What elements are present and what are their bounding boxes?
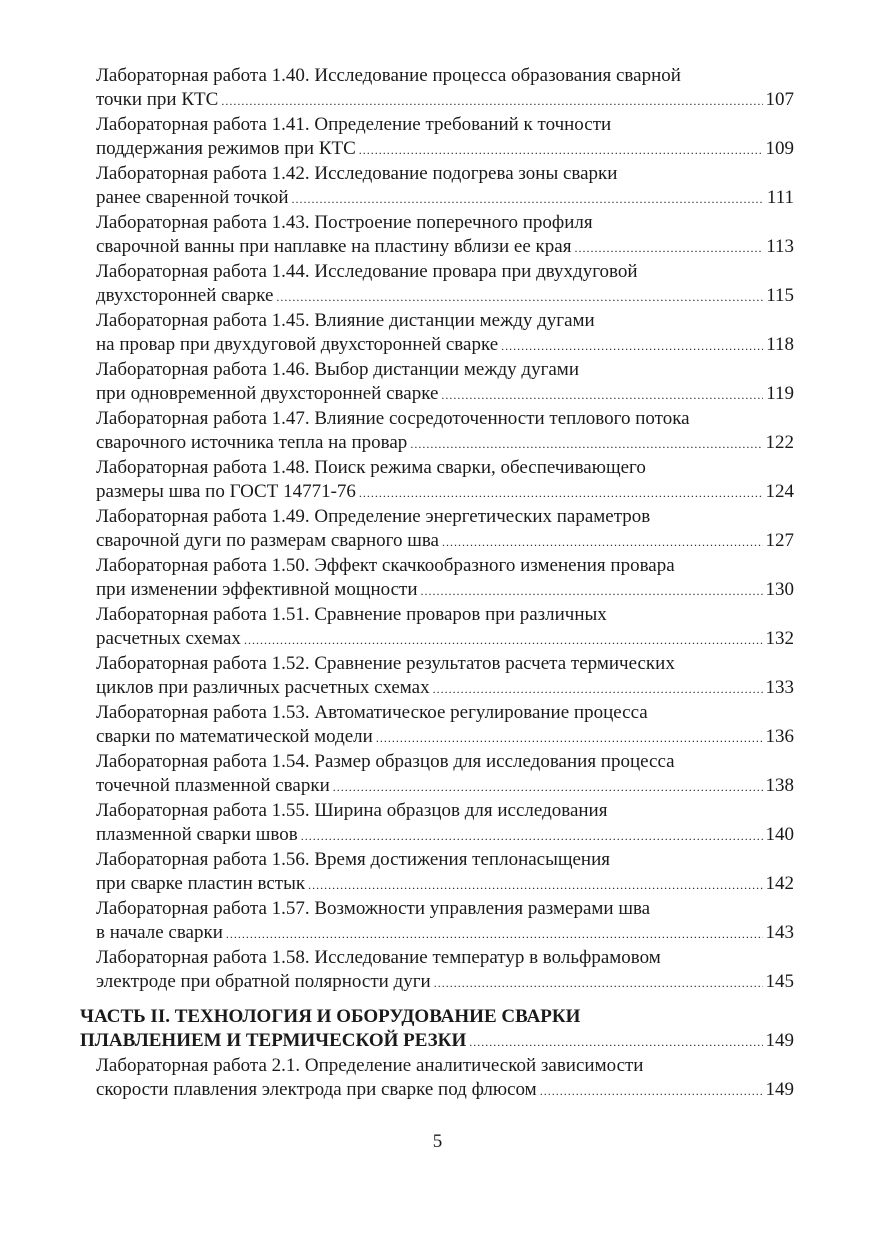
entry-title-line2: расчетных схемах bbox=[96, 628, 241, 649]
toc-entry bbox=[0, 799, 794, 848]
dot-leader bbox=[226, 921, 763, 946]
toc-entry bbox=[0, 652, 794, 701]
entry-title-line1: Лабораторная работа 1.50. Эффект скачкообразного изменения провара bbox=[96, 555, 675, 576]
dot-leader bbox=[441, 382, 763, 407]
toc-entry bbox=[0, 897, 794, 946]
entry-title-line2-row bbox=[96, 627, 794, 652]
page-ref: 145 bbox=[765, 971, 794, 992]
page-ref: 133 bbox=[765, 677, 794, 698]
entry-title-line2: электроде при обратной полярности дуги bbox=[96, 971, 431, 992]
entry-title-line1: Лабораторная работа 1.46. Выбор дистанции между дугами bbox=[96, 359, 579, 380]
page-ref: 122 bbox=[765, 432, 794, 453]
entry-title-line1: Лабораторная работа 1.47. Влияние сосредоточенности теплового потока bbox=[96, 408, 690, 429]
entry-title-line1: Лабораторная работа 1.56. Время достижения теплонасыщения bbox=[96, 849, 611, 870]
toc-entry bbox=[0, 1054, 794, 1103]
entry-title-line2-row bbox=[96, 137, 794, 162]
entry-title-line2-row bbox=[96, 88, 794, 113]
dot-leader bbox=[292, 186, 764, 211]
dot-leader bbox=[276, 284, 763, 309]
dot-leader bbox=[574, 235, 763, 260]
toc-entry bbox=[0, 407, 794, 456]
entry-title-line1: Лабораторная работа 2.1. Определение аналитической зависимости bbox=[96, 1055, 644, 1076]
toc-entry bbox=[0, 946, 794, 995]
toc-entry bbox=[0, 260, 794, 309]
entry-title-line2-row bbox=[96, 1078, 794, 1103]
entry-title-line2: в начале сварки bbox=[96, 922, 223, 943]
dot-leader bbox=[244, 627, 763, 652]
dot-leader bbox=[359, 137, 763, 162]
entry-title-line1: Лабораторная работа 1.51. Сравнение проваров при различных bbox=[96, 604, 607, 625]
toc-entry bbox=[0, 64, 794, 113]
entry-title-line2: плазменной сварки швов bbox=[96, 824, 298, 845]
entry-title-line2-row bbox=[96, 333, 794, 358]
dot-leader bbox=[421, 578, 763, 603]
entry-title-line1: Лабораторная работа 1.49. Определение энергетических параметров bbox=[96, 506, 651, 527]
page-ref: 149 bbox=[765, 1079, 794, 1100]
dot-leader bbox=[501, 333, 763, 358]
page-ref: 142 bbox=[765, 873, 794, 894]
toc-entry bbox=[0, 211, 794, 260]
page-ref: 149 bbox=[765, 1030, 794, 1051]
entry-title-line1: Лабораторная работа 1.52. Сравнение результатов расчета термических bbox=[96, 653, 675, 674]
entry-title-line1: Лабораторная работа 1.57. Возможности управления размерами шва bbox=[96, 898, 651, 919]
page-ref: 109 bbox=[765, 138, 794, 159]
dot-leader bbox=[301, 823, 763, 848]
entry-title-line2: ранее сваренной точкой bbox=[96, 187, 289, 208]
entry-title-line1: Лабораторная работа 1.58. Исследование температур в вольфрамовом bbox=[96, 947, 661, 968]
page-ref: 119 bbox=[766, 383, 794, 404]
toc-entry bbox=[0, 848, 794, 897]
entry-title-line2-row bbox=[96, 725, 794, 750]
table-of-contents bbox=[0, 64, 875, 1103]
entry-title-line1: Лабораторная работа 1.55. Ширина образцов для исследования bbox=[96, 800, 608, 821]
entry-title-line2-row bbox=[96, 431, 794, 456]
page-ref: 113 bbox=[766, 236, 794, 257]
dot-leader bbox=[540, 1078, 763, 1103]
entry-title-line2: двухсторонней сварке bbox=[96, 285, 274, 306]
entry-title-line1: Лабораторная работа 1.48. Поиск режима сварки, обеспечивающего bbox=[96, 457, 646, 478]
entry-title-line1: Лабораторная работа 1.44. Исследование провара при двухдуговой bbox=[96, 261, 638, 282]
entry-title-line1: Лабораторная работа 1.45. Влияние дистанции между дугами bbox=[96, 310, 595, 331]
entry-title-line2: при одновременной двухсторонней сварке bbox=[96, 383, 439, 404]
entry-title-line2: циклов при различных расчетных схемах bbox=[96, 677, 430, 698]
entry-title-line2: на провар при двухдуговой двухсторонней сварке bbox=[96, 334, 499, 355]
lab-entries-list bbox=[0, 64, 875, 995]
entry-title-line2: при сварке пластин встык bbox=[96, 873, 306, 894]
page-ref: 111 bbox=[766, 187, 794, 208]
entry-title-line2: поддержания режимов при КТС bbox=[96, 138, 356, 159]
entry-title-line2: при изменении эффективной мощности bbox=[96, 579, 418, 600]
entry-title-line2-row bbox=[96, 970, 794, 995]
entry-title-line1: Лабораторная работа 1.41. Определение требований к точности bbox=[96, 114, 612, 135]
entry-title-line2-row bbox=[96, 676, 794, 701]
dot-leader bbox=[333, 774, 763, 799]
entry-title-line2: сварки по математической модели bbox=[96, 726, 373, 747]
entry-title-line2-row bbox=[96, 382, 794, 407]
entry-title-line2-row bbox=[96, 872, 794, 897]
toc-entry bbox=[0, 603, 794, 652]
entry-title-line1: Лабораторная работа 1.40. Исследование процесса образования сварной bbox=[96, 65, 681, 86]
part-title-line2: ПЛАВЛЕНИЕМ И ТЕРМИЧЕСКОЙ РЕЗКИ bbox=[80, 1030, 467, 1051]
dot-leader bbox=[221, 88, 762, 113]
dot-leader bbox=[376, 725, 763, 750]
entry-title-line1: Лабораторная работа 1.53. Автоматическое регулирование процесса bbox=[96, 702, 648, 723]
toc-entry bbox=[0, 701, 794, 750]
entry-title-line2-row bbox=[96, 284, 794, 309]
entry-title-line2: скорости плавления электрода при сварке под флюсом bbox=[96, 1079, 537, 1100]
dot-leader bbox=[433, 676, 763, 701]
page-ref: 138 bbox=[765, 775, 794, 796]
entry-title-line2: сварочной ванны при наплавке на пластину вблизи ее края bbox=[96, 236, 572, 257]
toc-entry bbox=[0, 113, 794, 162]
part2-entries-list bbox=[0, 1054, 875, 1103]
entry-title-line1: Лабораторная работа 1.54. Размер образцов для исследования процесса bbox=[96, 751, 675, 772]
toc-entry bbox=[0, 358, 794, 407]
page-number: 5 bbox=[432, 1131, 443, 1152]
toc-entry bbox=[0, 309, 794, 358]
page-ref: 118 bbox=[766, 334, 794, 355]
toc-entry bbox=[0, 162, 794, 211]
entry-title-line2-row bbox=[96, 529, 794, 554]
dot-leader bbox=[359, 480, 763, 505]
toc-entry bbox=[0, 554, 794, 603]
dot-leader bbox=[469, 1029, 762, 1054]
toc-entry bbox=[0, 750, 794, 799]
entry-title-line2: размеры шва по ГОСТ 14771-76 bbox=[96, 481, 356, 502]
dot-leader bbox=[434, 970, 763, 995]
entry-title-line1: Лабораторная работа 1.42. Исследование подогрева зоны сварки bbox=[96, 163, 618, 184]
page-ref: 130 bbox=[765, 579, 794, 600]
page-ref: 124 bbox=[765, 481, 794, 502]
part-title-line2-row bbox=[80, 1029, 794, 1054]
entry-title-line2-row bbox=[96, 774, 794, 799]
page-ref: 127 bbox=[765, 530, 794, 551]
toc-entry bbox=[0, 505, 794, 554]
entry-title-line2-row bbox=[96, 186, 794, 211]
page-ref: 115 bbox=[766, 285, 794, 306]
page-ref: 107 bbox=[765, 89, 794, 110]
entry-title-line2: сварочного источника тепла на провар bbox=[96, 432, 408, 453]
entry-title-line2-row bbox=[96, 480, 794, 505]
page-ref: 140 bbox=[765, 824, 794, 845]
dot-leader bbox=[308, 872, 762, 897]
entry-title-line1: Лабораторная работа 1.43. Построение поперечного профиля bbox=[96, 212, 593, 233]
dot-leader bbox=[442, 529, 763, 554]
entry-title-line2-row bbox=[96, 921, 794, 946]
entry-title-line2-row bbox=[96, 235, 794, 260]
entry-title-line2-row bbox=[96, 823, 794, 848]
page-ref: 132 bbox=[765, 628, 794, 649]
entry-title-line2-row bbox=[96, 578, 794, 603]
entry-title-line2: точки при КТС bbox=[96, 89, 219, 110]
toc-part-heading bbox=[0, 1005, 794, 1054]
dot-leader bbox=[410, 431, 762, 456]
toc-entry bbox=[0, 456, 794, 505]
entry-title-line2: точечной плазменной сварки bbox=[96, 775, 330, 796]
page-ref: 136 bbox=[765, 726, 794, 747]
entry-title-line2: сварочной дуги по размерам сварного шва bbox=[96, 530, 439, 551]
part-title-line1: ЧАСТЬ II. ТЕХНОЛОГИЯ И ОБОРУДОВАНИЕ СВАРКИ bbox=[80, 1006, 581, 1027]
page-ref: 143 bbox=[765, 922, 794, 943]
